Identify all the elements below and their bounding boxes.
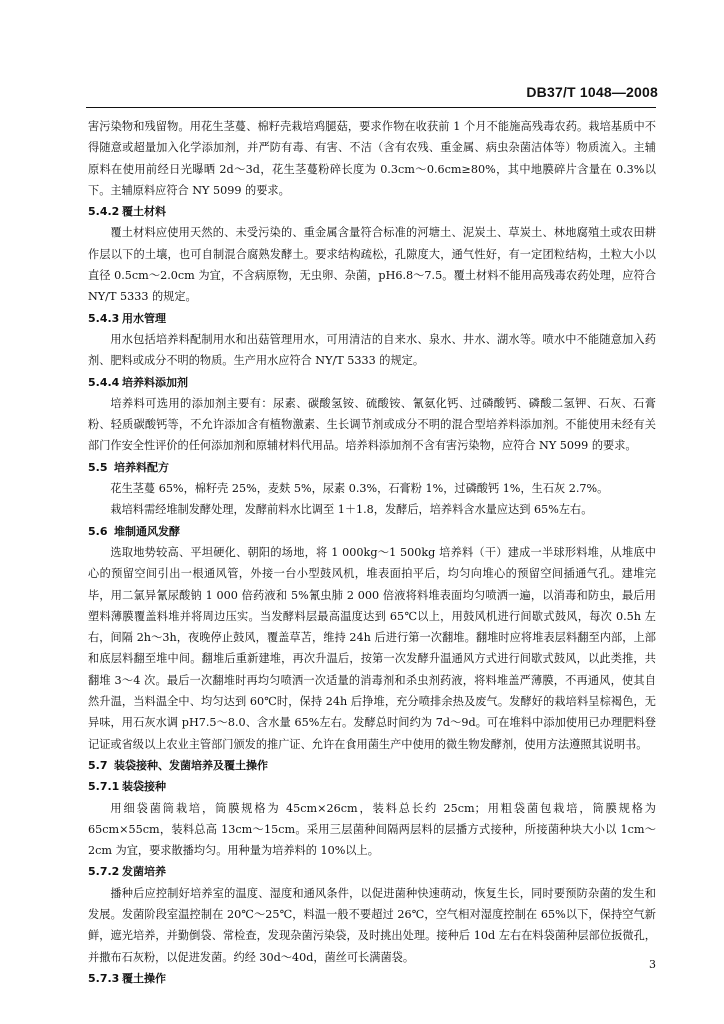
section-title: 用水管理	[122, 311, 166, 325]
section-number: 5.7	[88, 758, 108, 772]
section-number: 5.7.3	[88, 971, 120, 985]
section-heading-5-4-3	[88, 308, 656, 329]
section-number: 5.4.3	[88, 311, 120, 325]
section-heading-5-4-4	[88, 372, 656, 393]
paragraph-5-7-2: 播种后应控制好培养室的温度、湿度和通风条件，以促进菌种快速萌动，恢复生长，同时要预防杂菌的发生和发展。发菌阶段室温控制在 20℃～25℃，料温一般不要超过 26℃，空气相对湿度控制在 65%以下，保持空气新鲜，遮光培养，并勤倒袋、常检查，发现杂菌污染袋，及时挑出处理。接种后 10d 左右在料袋菌种层部位扳微孔，并撒布石灰粉，以促进发菌。约经 30d～40d，菌丝可长满菌袋。	[88, 886, 656, 964]
section-number: 5.4.2	[88, 205, 120, 219]
section-title: 培养料添加剂	[122, 375, 188, 389]
section-number: 5.5	[88, 460, 108, 474]
section-heading-5-7-3	[88, 968, 656, 989]
section-number: 5.7.1	[88, 780, 120, 794]
section-number: 5.7.2	[88, 865, 120, 879]
section-title: 培养料配方	[114, 460, 169, 474]
page-number: 3	[649, 958, 656, 971]
paragraph-5-5-treatment: 栽培料需经堆制发酵处理，发酵前料水比调至 1＋1.8，发酵后，培养料含水量应达到 65%左右。	[110, 503, 593, 517]
paragraph-intro: 害污染物和残留物。用花生茎蔓、棉籽壳栽培鸡腿菇，要求作物在收获前 1 个月不能施高残毒农药。栽培基质中不得随意或超量加入化学添加剂，并严防有毒、有害、不洁（含有农残、重金属、病虫杂菌洁体等）物质流入。主辅原料在使用前经日光曝晒 2d～3d，花生茎蔓粉碎长度为 0.3cm～0.6cm≥80%，其中地膜碎片含量在 0.3%以下。主辅原料应符合 NY 5099 的要求。	[88, 120, 656, 197]
section-number: 5.6	[88, 524, 108, 538]
section-heading-5-6	[88, 521, 656, 542]
section-heading-5-7	[88, 755, 656, 776]
section-heading-5-4-2	[88, 201, 656, 222]
paragraph-5-5-formula: 花生茎蔓 65%，棉籽壳 25%，麦麸 5%，尿素 0.3%，石膏粉 1%，过磷酸钙 1%，生石灰 2.7%。	[110, 482, 609, 496]
standard-code: DB37/T 1048—2008	[526, 84, 658, 100]
section-heading-5-7-1	[88, 776, 656, 797]
paragraph-5-7-1: 用细袋菌筒栽培，筒膜规格为 45cm×26cm，装料总长约 25cm；用粗袋菌包栽培，筒膜规格为 65cm×55cm，装料总高 13cm～15cm。采用三层菌种间隔两层料的层播方式接种，所接菌种块大小以 1cm～2cm 为宜，要求散播均匀。用种量为培养料的 10%以上。	[88, 801, 656, 858]
paragraph-5-4-3: 用水包括培养料配制用水和出菇管理用水，可用清洁的自来水、泉水、井水、湖水等。喷水中不能随意加入药剂、肥料或成分不明的物质。生产用水应符合 NY/T 5333 的规定。	[88, 332, 656, 368]
paragraph-5-4-4: 培养料可选用的添加剂主要有：尿素、碳酸氢铵、硫酸铵、氰氨化钙、过磷酸钙、磷酸二氢钾、石灰、石膏粉、轻质碳酸钙等，不允许添加含有植物激素、生长调节剂或成分不明的混合型培养料添加剂。不能使用未经有关部门作安全性评价的任何添加剂和原辅材料代用品。培养料添加剂不含有害污染物，应符合 NY 5099 的要求。	[88, 396, 656, 453]
paragraph-5-6: 选取地势较高、平坦硬化、朝阳的场地，将 1 000kg～1 500kg 培养料（干）建成一半球形料堆，从堆底中心的预留空间引出一根通风管，外接一台小型鼓风机，堆表面拍平后，均匀向堆心的预留空间插通气孔。建堆完毕，用二氯异氰尿酸钠 1 000 倍药液和 5%氰虫肺 2 000 倍液将料堆表面均匀喷洒一遍，以消毒和防虫，最后用塑料薄膜覆盖料堆并将周边压实。当发酵料层最高温度达到 65℃以上，用鼓风机进行间歇式鼓风，每次 0.5h 左右，间隔 2h～3h，夜晚停止鼓风，覆盖草苫，维持 24h 后进行第一次翻堆。翻堆时应将堆表层料翻至内部，上部和底层料翻至堆中间。翻堆后重新建堆，再次升温后，按第一次发酵升温通风方式进行间歇式鼓风，以此类推，共翻堆 3～4 次。最后一次翻堆时再均匀喷洒一次适量的消毒剂和杀虫剂药液，将料堆盖严薄膜，不再通风，使其自然升温，当料温全中、均匀达到 60℃时，保持 24h 后挣堆，充分喷排余热及废气。发酵好的栽培料呈棕褐色，无异味，用石灰水调 pH7.5～8.0、含水量 65%左右。发酵总时间约为 7d～9d。可在堆料中添加使用已办理肥料登记证或省级以上农业主管部门颁发的推广证、允许在食用菌生产中使用的微生物发酵剂，使用方法遵照其说明书。	[88, 545, 656, 751]
document-body	[88, 116, 656, 989]
section-heading-5-5	[88, 457, 656, 478]
header-rule	[86, 107, 656, 108]
section-heading-5-7-2	[88, 861, 656, 882]
section-title: 覆土材料	[122, 205, 166, 219]
section-title: 覆土操作	[122, 971, 166, 985]
section-title: 发菌培养	[122, 865, 166, 879]
section-number: 5.4.4	[88, 375, 120, 389]
section-title: 装袋接种、发菌培养及覆土操作	[114, 758, 268, 772]
paragraph-5-4-2: 覆土材料应使用天然的、未受污染的、重金属含量符合标准的河塘土、泥炭土、草炭土、林地腐殖土或农田耕作层以下的土壤，也可自制混合腐熟发酵土。要求结构疏松，孔隙度大，通气性好，有一定团粒结构，土粒大小以直径 0.5cm～2.0cm 为宜，不含病原物，无虫卵、杂菌，pH6.8～7.5。覆土材料不能用高残毒农药处理，应符合 NY/T 5333 的规定。	[88, 226, 656, 304]
section-title: 装袋接种	[122, 780, 166, 794]
section-title: 堆制通风发酵	[114, 524, 180, 538]
